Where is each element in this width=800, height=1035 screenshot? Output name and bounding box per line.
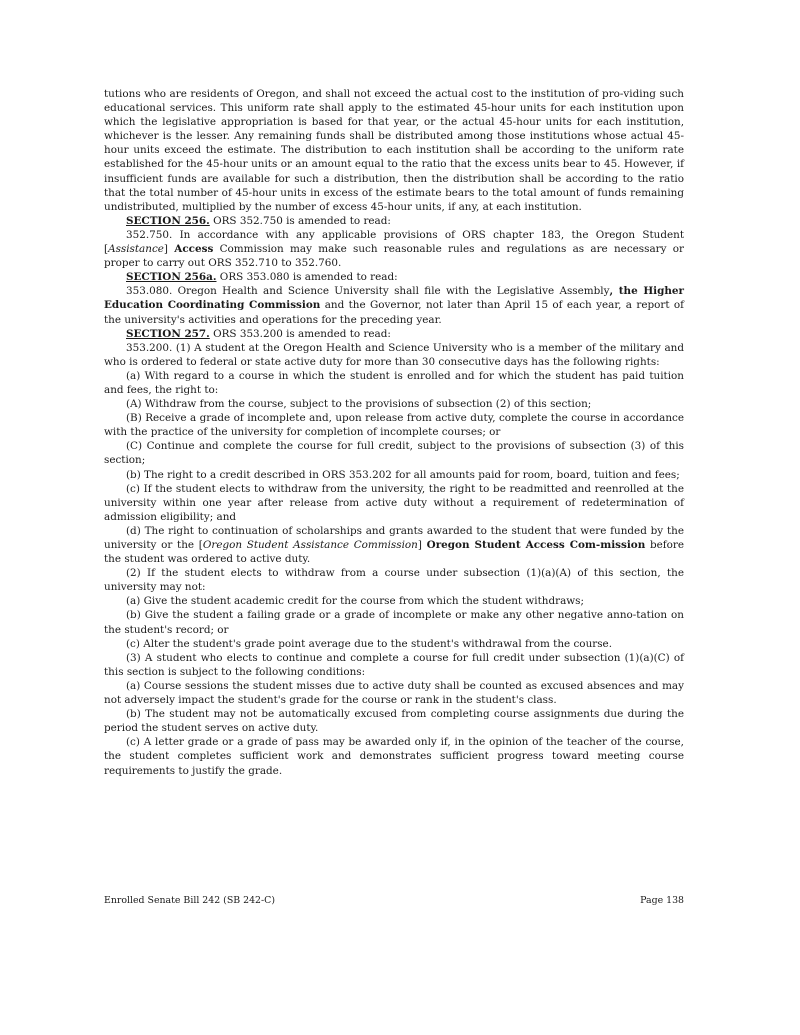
paragraph-353-200-1: 353.200. (1) A student at the Oregon Health and Science University who is a member of the military and who is ordered to federal or state active duty for more than 30 consecutive days has the following rights: (104, 341, 684, 368)
section-257-label: SECTION 257. (126, 327, 210, 340)
paragraph-1aC: (C) Continue and complete the course for full credit, subject to the provisions of subsection (3) of this section; (104, 440, 684, 467)
section-256a-heading-text: ORS 353.080 is amended to read: (216, 271, 398, 284)
section-257-heading-text: ORS 353.200 is amended to read: (209, 327, 391, 340)
paragraph-1d-text-a: (d) The right to continuation of scholarships and grants awarded to the student that were funded by the university or the (104, 524, 684, 551)
added-text: Access (174, 243, 214, 256)
section-256-text-b: Commission may make such reasonable rules and regulations as are necessary or proper to carry out ORS 352.710 to 352.760. (104, 243, 684, 270)
section-256-label: SECTION 256. (126, 214, 210, 227)
paragraph-2c: (c) Alter the student's grade point average due to the student's withdrawal from the course. (126, 637, 613, 650)
paragraph-2a: (a) Give the student academic credit for the course from which the student withdraws; (126, 595, 585, 608)
section-256-text-a: 352.750. In accordance with any applicable provisions of ORS chapter 183, the Oregon Student (126, 228, 684, 241)
page-number: Page 138 (640, 895, 684, 906)
paragraph-1a: (a) With regard to a course in which the student is enrolled and for which the student has paid tuition and fees, the right to: (104, 369, 684, 396)
paragraph-1c: (c) If the student elects to withdraw from the university, the right to be readmitted and reenrolled at the university within one year after release from active duty without a requirement of redetermination of admission eligibility; and (104, 482, 684, 523)
paragraph-1b: (b) The right to a credit described in ORS 353.202 for all amounts paid for room, board, tuition and fees; (126, 468, 680, 481)
section-256-body: 352.750. In accordance with any applicable provisions of ORS chapter 183, the Oregon Student [Assistance] Access Commission may make such reasonable rules and regulations as are necessary or proper to carry out ORS 352.710 to 352.760. (104, 228, 684, 270)
bill-identifier: Enrolled Senate Bill 242 (SB 242-C) (104, 895, 276, 906)
paragraph-3c: (c) A letter grade or a grade of pass may be awarded only if, in the opinion of the teacher of the course, the student completes sufficient work and demonstrates sufficient progress toward meeting course requirements to justify the grade. (104, 736, 684, 777)
section-256a-heading (104, 270, 684, 284)
paragraph-1d: (d) The right to continuation of scholarships and grants awarded to the student that were funded by the university or the [Oregon Student Assistance Commission] Oregon Student Access Com-mission before the student was ordered to active duty. (104, 524, 685, 566)
paragraph-1d-text-b: before the student was ordered to active duty. (104, 539, 685, 566)
section-256a-text-a: 353.080. Oregon Health and Science University shall file with the Legislative Assembly (126, 285, 610, 298)
paragraph-2b: (b) Give the student a failing grade or a grade of incomplete or make any other negative anno-tation on the student's record; or (104, 609, 684, 636)
paragraph-1aB: (B) Receive a grade of incomplete and, upon release from active duty, complete the course in accordance with the practice of the university for completion of incomplete courses; or (104, 412, 684, 439)
page-footer (104, 895, 684, 906)
added-text: , the Higher Education Coordinating Commission (104, 285, 684, 312)
section-256a-text-b: and the Governor, not later than April 15 of each year, a report of the university's activities and operations for the preceding year. (104, 299, 684, 326)
section-257-heading (104, 327, 684, 341)
paragraph-3b: (b) The student may not be automatically excused from completing course assignments due during the period the student serves on active duty. (104, 708, 684, 735)
paragraph-3a: (a) Course sessions the student misses due to active duty shall be counted as excused absences and may not adversely impact the student's grade for the course or rank in the student's class. (104, 679, 684, 707)
deleted-text: Assistance (108, 243, 164, 256)
paragraph-3: (3) A student who elects to continue and complete a course for full credit under subsection (1)(a)(C) of this section is subject to the following conditions: (104, 651, 684, 678)
paragraph-2: (2) If the student elects to withdraw from a course under subsection (1)(a)(A) of this section, the university may not: (104, 567, 684, 594)
section-256-heading (104, 214, 684, 228)
section-256-heading-text: ORS 352.750 is amended to read: (209, 214, 391, 227)
section-256a-label: SECTION 256a. (126, 271, 217, 284)
paragraph-1aA: (A) Withdraw from the course, subject to the provisions of subsection (2) of this section; (126, 398, 592, 411)
document-body (104, 87, 684, 778)
section-256a-body (104, 284, 684, 326)
paragraph-intro: tutions who are residents of Oregon, and shall not exceed the actual cost to the institution of pro-viding such educational services. This uniform rate shall apply to the estimated 45-hour units for each institution upon which the legislative appropriation is based for that year, or the actual 45-hour units for each institution, whichever is the lesser. Any remaining funds shall be distributed among those institutions whose actual 45-hour units exceed the estimate. The distribution to each institution shall be according to the uniform rate established for the 45-hour units or an amount equal to the ratio that the excess units bear to 45. However, if insufficient funds are available for such a distribution, then the distribution shall be according to the ratio that the total number of 45-hour units in excess of the estimate bears to the total amount of funds remaining undistributed, multiplied by the number of excess 45-hour units, if any, at each institution. (104, 88, 684, 213)
added-text: Oregon Student Access Com-mission (426, 539, 646, 551)
deleted-text: Oregon Student Assistance Commission (202, 539, 418, 551)
